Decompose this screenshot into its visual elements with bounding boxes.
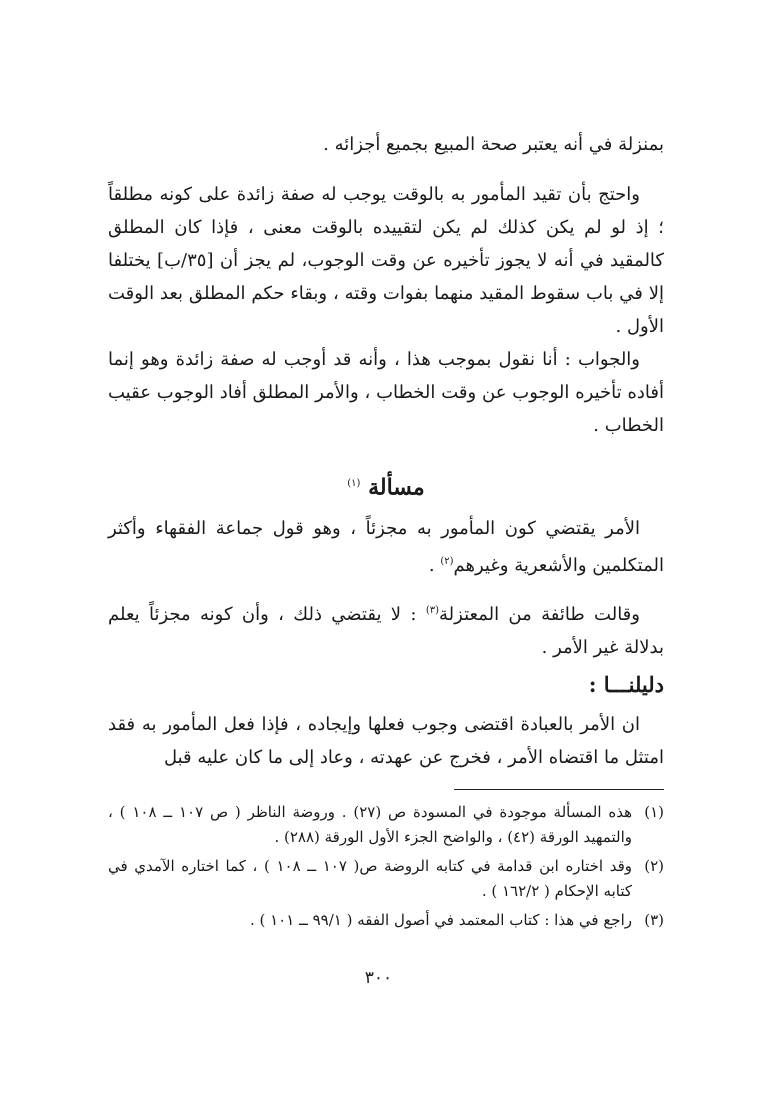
paragraph [108,594,664,664]
paragraph-text: والجواب : أنا نقول بموجب هذا ، وأنه قد أوجب له صفة زائدة وهو إنما أفاده تأخيره الوجوب عن وقت الخطاب ، والأمر المطلق أفاد الوجوب عقيب الخطاب . [108,349,664,436]
footnote-ref: (٣) [425,605,440,616]
footnote-text: وقد اختاره ابن قدامة في كتابه الروضة ص( ١٠٧ ــ ١٠٨ ) ، كما اختاره الآمدي في كتابه الإحكام ( ١٦٢/٢ ) . [108,857,632,900]
paragraph-text: واحتج بأن تقيد المأمور به بالوقت يوجب له صفة زائدة على كونه مطلقاً ؛ إذ لو لم يكن كذلك لم يكن لتقييده بالوقت معنى ، فإذا كان المطلق كالمقيد في أنه لا يجوز تأخيره عن وقت الوجوب، لم يجز أن [٣٥/ب] يختلفا إلا في باب سقوط المقيد منهما بفوات وقته ، وبقاء حكم المطلق بعد الوقت الأول . [108,184,664,337]
paragraph-text-part: وقالت طائفة من المعتزلة [439,604,640,625]
page-number: ٣٠٠ [364,968,393,988]
paragraph-text-part: . [428,555,441,576]
footnote-divider [454,789,664,790]
footnote-ref: (٢) [440,556,454,567]
paragraph-text: ان الأمر بالعبادة اقتضى وجوب فعلها وإيجاده ، فإذا فعل المأمور به فقد امتثل ما اقتضاه الأمر ، فخرج عن عهدته ، وعاد إلى ما كان عليه قبل [108,714,664,768]
footnote-text: هذه المسألة موجودة في المسودة ص (٢٧) . وروضة الناظر ( ص ١٠٧ ــ ١٠٨ ) ، والتمهيد الورقة (٤٢) ، والواضح الجزء الأول الورقة (٢٨٨) . [108,803,632,846]
footnote-ref: (١) [347,478,361,489]
section-heading-text: مسألة [368,474,425,501]
paragraph-text-part: الأمر يقتضي كون المأمور به مجزئاً ، وهو قول جماعة الفقهاء وأكثر المتكلمين والأشعرية وغيرهم [108,518,664,576]
footnote-text: راجع في هذا : كتاب المعتمد في أصول الفقه ( ٩٩/١ ــ ١٠١ ) . [249,911,632,929]
section-heading [108,466,664,505]
footnote-number: (٢) [644,857,664,875]
paragraph [108,178,664,343]
footnote-item [108,908,664,933]
paragraph-text: بمنزلة في أنه يعتبر صحة المبيع بجميع أجزائه . [323,134,664,155]
paragraph [108,343,664,442]
footnote-number: (٣) [644,911,664,929]
paragraph-text [108,594,664,664]
footnote-number: (١) [644,803,664,821]
paragraph-text-part: : لا يقتضي ذلك ، وأن كونه مجزئاً يعلم بدلالة غير الأمر . [108,604,664,658]
footnote-item [108,854,664,904]
proof-heading: دليلنـــا : [588,672,664,697]
paragraph [108,512,664,582]
paragraph [108,128,664,161]
paragraph-text [108,512,664,582]
paragraph [108,708,664,774]
footnotes [108,800,664,937]
footnote-item [108,800,664,850]
